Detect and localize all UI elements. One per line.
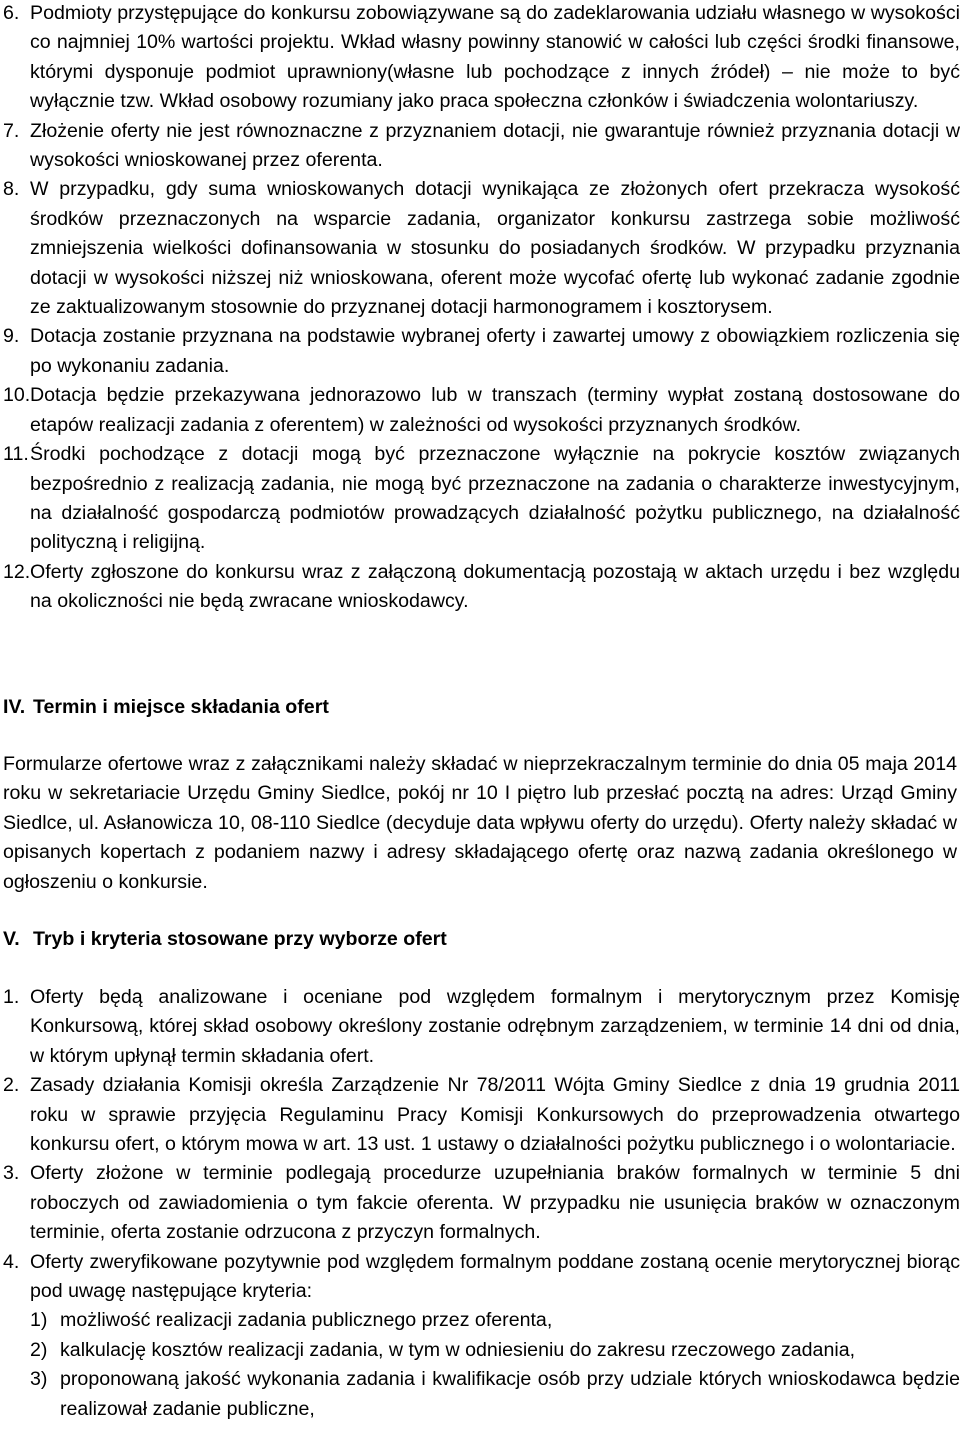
item-text: Oferty złożone w terminie podlegają procedurze uzupełniania braków formalnych w terminie 5 dni roboczych od zawiadomienia o tym fakcie oferenta. W przypadku nie usunięcia braków w oznaczonym terminie, oferta zostanie odrzucona z przyczyn formalnych. [30, 1162, 960, 1244]
list-item [0, 1248, 960, 1307]
criteria-item [0, 1336, 960, 1365]
item-text: Podmioty przystępujące do konkursu zobowiązywane są do zadeklarowania udziału własnego w wysokości co najmniej 10% wartości projektu. Wkład własny powinny stanowić w całości lub części środki finansowe, którymi dysponuje podmiot uprawniony(własne lub pochodzące z innych źródeł) – nie może to być wyłącznie tzw. Wkład osobowy rozumiany jako praca społeczna członków i świadczenia wolontariuszy. [30, 2, 960, 113]
criteria-text: proponowaną jakość wykonania zadania i kwalifikacje osób przy udziale których wnioskodawca będzie realizował zadanie publiczne, [60, 1368, 960, 1420]
item-number: 11. [3, 443, 29, 466]
criteria-item [0, 1365, 960, 1424]
criteria-number: 1) [30, 1309, 48, 1332]
criteria-item [0, 1306, 960, 1335]
item-number: 10. [3, 384, 31, 407]
section-number: IV. [3, 696, 26, 718]
list-item [0, 322, 960, 381]
section-number: V. [3, 928, 20, 950]
item-number: 9. [3, 325, 20, 348]
item-number: 12. [3, 560, 31, 583]
item-number: 3. [3, 1162, 20, 1185]
list-item [0, 0, 960, 117]
item-text: W przypadku, gdy suma wnioskowanych dotacji wynikająca ze złożonych ofert przekracza wysokość środków przeznaczonych na wsparcie zadania, organizator konkursu zastrzega sobie możliwość zmniejszenia wielkości dofinansowania w stosunku do posiadanych środków. W przypadku przyznania dotacji w wysokości niższej niż wnioskowana, oferent może wycofać ofertę lub wykonać zadanie zgodnie ze zaktualizowanym stosownie do przyznanej dotacji harmonogramem i kosztorysem. [30, 178, 960, 319]
item-number: 1. [3, 986, 20, 1008]
item-number: 2. [3, 1074, 20, 1097]
criteria-text: kalkulację kosztów realizacji zadania, w tym w odniesieniu do zakresu rzeczowego zadania, [60, 1338, 856, 1361]
item-text: Oferty zweryfikowane pozytywnie pod względem formalnym poddane zostaną ocenie merytorycznej biorąc pod uwagę następujące kryteria: [30, 1250, 960, 1303]
item-text: Złożenie oferty nie jest równoznaczne z przyznaniem dotacji, nie gwarantuje również przyznania dotacji w wysokości wnioskowanej przez oferenta. [30, 119, 960, 172]
section-title: Termin i miejsce składania ofert [33, 696, 329, 718]
submission-paragraph: Formularze ofertowe wraz z załącznikami należy składać w nieprzekraczalnym terminie do dnia 05 maja 2014 roku w sekretariacie Urzędu Gminy Siedlce, pokój nr 10 I piętro lub przesłać pocztą na adres: Urząd Gminy Siedlce, ul. Asłanowicza 10, 08-110 Siedlce (decyduje data wpływu oferty do urzędu). Oferty należy składać w opisanych kopertach z podaniem nazwy i adresy składającego ofertę oraz nazwą zadania określonego w ogłoszeniu o konkursie. [3, 753, 957, 893]
item-text: Środki pochodzące z dotacji mogą być przeznaczone wyłącznie na pokrycie kosztów związanych bezpośrednio z realizacją zadania, nie mogą być przeznaczone na zadania o charakterze inwestycyjnym, na działalność gospodarczą podmiotów prowadzących działalność pożytku publicznego, na działalność polityczną i religijną. [30, 443, 960, 554]
section-title: Tryb i kryteria stosowane przy wyborze ofert [33, 928, 447, 950]
item-number: 8. [3, 178, 20, 201]
list-item [0, 117, 960, 176]
list-item [0, 1159, 960, 1247]
evaluation-list [0, 983, 960, 1424]
criteria-text: możliwość realizacji zadania publicznego przez oferenta, [60, 1309, 553, 1332]
list-item [0, 440, 960, 558]
criteria-number: 3) [30, 1368, 48, 1391]
list-item [0, 983, 960, 1071]
list-item [0, 1071, 960, 1159]
item-text: Oferty zgłoszone do konkursu wraz z załączoną dokumentacją pozostają w aktach urzędu i bez względu na okoliczności nie będą zwracane wnioskodawcy. [30, 560, 960, 613]
item-text: Dotacja będzie przekazywana jednorazowo lub w transzach (terminy wypłat zostaną dostosowane do etapów realizacji zadania z oferentem) w zależności od wysokości przyznanych środków. [30, 384, 960, 436]
item-text: Dotacja zostanie przyznana na podstawie wybranej oferty i zawartej umowy z obowiązkiem rozliczenia się po wykonaniu zadania. [30, 325, 960, 377]
item-number: 6. [3, 2, 20, 24]
list-item [0, 381, 960, 440]
item-number: 4. [3, 1250, 20, 1273]
criteria-number: 2) [30, 1338, 48, 1361]
item-number: 7. [3, 119, 20, 142]
conditions-list [0, 0, 960, 617]
list-item [0, 175, 960, 322]
item-text: Zasady działania Komisji określa Zarządzenie Nr 78/2011 Wójta Gminy Siedlce z dnia 19 grudnia 2011 roku w sprawie przyjęcia Regulaminu Pracy Komisji Konkursowych do przeprowadzenia otwartego konkursu ofert, o którym mowa w art. 13 ust. 1 ustawy o działalności pożytku publicznego i o wolontariacie. [30, 1074, 960, 1156]
section-heading-iv [3, 693, 329, 722]
item-text: Oferty będą analizowane i oceniane pod względem formalnym i merytorycznym przez Komisję Konkursową, której skład osobowy określony zostanie odrębnym zarządzeniem, w terminie 14 dni od dnia, w którym upłynął termin składania ofert. [30, 986, 960, 1067]
list-item [0, 558, 960, 617]
section-heading-v [3, 925, 447, 954]
